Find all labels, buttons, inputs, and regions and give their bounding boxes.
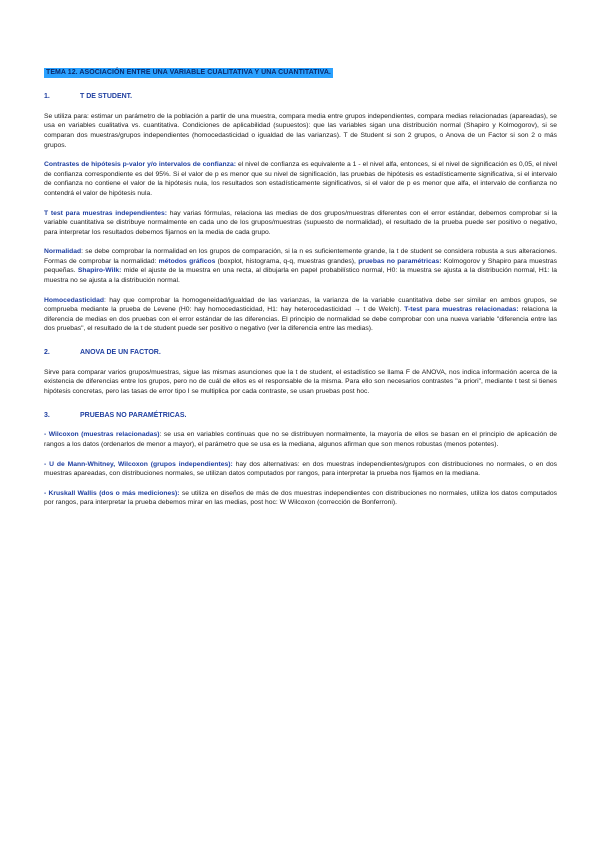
section-heading-1 xyxy=(44,92,557,102)
paragraph-mann-whitney xyxy=(44,460,557,479)
term-bold: T-test para muestras relacionadas: xyxy=(404,306,519,314)
section-title: PRUEBAS NO PARAMÉTRICAS. xyxy=(80,411,187,419)
paragraph-t-test-independientes xyxy=(44,209,557,238)
term-text: relaciona la diferencia de medias en dos pruebas con el error estándar de las diferencias. El principio de normalidad se debe comprobar con una nueva variable "diferencia entre las dos pruebas", el resultado de la t de student puede ser positivo o negativo (ver la diferencia entre las medias). xyxy=(44,306,558,333)
term-text: : se usa en variables continuas que no se distribuyen normalmente, la mayoría de ellos se basan en el principio de aplicación de rangos a los datos (ordenarlos de menor a mayor), el parámetro que se usa es la mediana, algunos afirman que son menos robustas (menos potentes). xyxy=(44,431,557,449)
paragraph-kruskall-wallis xyxy=(44,489,557,508)
paragraph-wilcoxon xyxy=(44,430,557,449)
term-text: (boxplot, histograma, q-q, muestras grandes), xyxy=(215,257,359,265)
term-label: - Kruskall Wallis (dos o más mediciones): xyxy=(44,489,180,497)
term-label: T test para muestras independientes: xyxy=(44,209,168,217)
paragraph-homocedasticidad xyxy=(44,296,557,334)
term-bold: Shapiro-Wilk: xyxy=(77,267,122,275)
paragraph-anova: Sirve para comparar varios grupos/muestras, sigue las mismas asunciones que la t de student, el estadístico se llama F de ANOVA, nos indica información acerca de la existencia de diferencias entre los grupos, pero no de cuál de ellos es el responsable de la misma. Para ello son necesarios contrastes "a priori", mediante t test si tienes hipótesis concretas, pero las tasas de error tipo I se multiplica por cada contraste, se usan pruebas post hoc. xyxy=(44,368,557,395)
term-text: Kolmogorov y Shapiro para muestras pequeñas. xyxy=(44,257,557,275)
term-text: mide el ajuste de la muestra en una recta, al dibujarla en papel probabilístico normal, H0: la muestra se ajusta a la distribución normal, H1: la muestra no se ajusta a la distribución normal. xyxy=(44,267,557,284)
term-bold: métodos gráficos xyxy=(158,257,216,265)
term-label: Homocedasticidad xyxy=(44,296,105,304)
doc-title-row xyxy=(44,68,557,78)
section-title: ANOVA DE UN FACTOR. xyxy=(80,348,161,356)
section-number: 1. xyxy=(44,92,50,100)
section-number: 2. xyxy=(44,348,50,356)
section-number: 3. xyxy=(44,411,50,419)
document-body xyxy=(44,68,557,508)
section-heading-2 xyxy=(44,348,557,358)
term-label: Normalidad xyxy=(44,248,82,256)
term-text: el nivel de confianza es equivalente a 1 - el nivel alfa, entonces, si el nivel de significación es 0,05, el nivel de confianza correspondiente es del 95%. Si el valor de p es menor que su nivel de significación, las pruebas de hipótesis es estadísticamente significativa, si el intervalo de confianza no contiene el valor de la hipótesis nula, los resultados son estadísticamente significativos, si el valor de p es menor que alfa, el intervalo de confianza no contendrá el valor de hipótesis nula. xyxy=(44,161,557,197)
section-title: T DE STUDENT. xyxy=(80,92,133,100)
term-label: - Wilcoxon (muestras relacionadas) xyxy=(44,431,160,439)
term-text: : hay que comprobar la homogeneidad/igualdad de las varianzas, la varianza de la variable cuantitativa debe ser similar en ambos grupos, se comprueba mediante la prueba de Levene (H0: hay homocedasticidad, H1: hay heterocedasticidad → t de Welch). xyxy=(44,296,557,314)
term-text: se utiliza en diseños de más de dos muestras independientes con distribuciones no normales, utiliza los datos computados por rangos, para interpretar la prueba debemos mirar en las medias, post hoc: W Wilcoxon (corrección de Bonferroni). xyxy=(44,489,557,507)
paragraph-contrastes xyxy=(44,160,557,198)
term-text: hay varias fórmulas, relaciona las medias de dos grupos/muestras diferentes con el error estándar, debemos comprobar si la variable cuantitativa se distribuye normalmente en cada uno de los grupos/muestras (supuesto de normalidad), el resultado de la prueba puede ser positivo o negativo, para interpretar los resultados debemos fijarnos en la media de cada grupo. xyxy=(44,209,557,236)
doc-title: TEMA 12. ASOCIACIÓN ENTRE UNA VARIABLE CUALITATIVA Y UNA CUANTITATIVA. xyxy=(46,69,331,76)
term-text: : se debe comprobar la normalidad en los grupos de comparación, si la n es suficientemente grande, la t de student se considera robusta a sus alteraciones. Formas de comprobar la normalidad: xyxy=(44,248,557,265)
term-bold: pruebas no paramétricas: xyxy=(358,257,442,265)
term-label: Contrastes de hipótesis p-valor y/o intervalos de confianza: xyxy=(44,161,236,169)
term-label: - U de Mann-Whitney, Wilcoxon (grupos independientes): xyxy=(44,460,233,468)
paragraph-intro: Se utiliza para: estimar un parámetro de la población a partir de una muestra, compara media entre grupos independientes, compara medias relacionadas (apareadas), se usa en variables cualitativa vs. cuantitativa. Condiciones de aplicabilidad (supuestos): que las variables sigan una distribución normal (Shapiro y Kolmogorov), si se comparan dos muestras/grupos independientes (homocedasticidad o igualdad de las varianzas). T de Student si son 2 grupos, o Anova de un Factor si son 2 o más grupos. xyxy=(44,112,557,149)
paragraph-normalidad xyxy=(44,247,557,285)
section-heading-3 xyxy=(44,411,557,421)
term-text: hay dos alternativas: en dos muestras independientes/grupos con distribuciones no normales, o en dos muestras apareadas, con distribuciones normales, se utilizan datos computados por rangos, para interpretar la prueba nos fijamos en la mediana. xyxy=(44,460,558,478)
